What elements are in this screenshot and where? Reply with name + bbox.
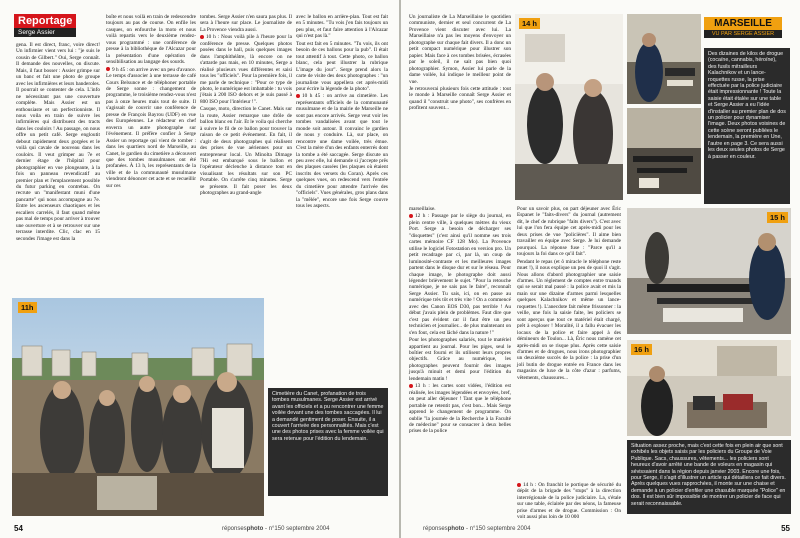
page-number: 55 [781, 524, 790, 533]
caption-text: Des dizaines de kilos de drogue (cocaïne, cannabis, héroïne), des fusils mitrailleurs Kalachnikov et un lance-roquettes russe, la prise effectuée par la police judiciaire était impressionnante ! Toute la saisie était étalée sur une table et Serge Assier a eu l'idée d'installer au premier plan de dos un policier pour dynamiser l'image. Deux photos voisines de cette scène seront publiées le lendemain, la première en Une, l'autre en page 3. Ce sera aussi les deux seules photos de Serge à passer en couleur. [708, 51, 786, 160]
paragraph: 13 h : les cartes sont vidées, l'édition est réalisée, les images légendées et envoyées, bref, on peut aller déjeuner ! Tant que le téléphone portable ne retentit pas, c'est bon... Mais Serge apprend le changement de programme. On oublie "la journée de la Recherche à la Faculté de médecine" pour se consacrer à deux belles prises de la police [409, 383, 511, 435]
bullet-dot-icon [409, 384, 413, 388]
rubric-title: Reportage [14, 14, 76, 28]
page-number: 54 [14, 524, 23, 533]
paragraph: tombes. Serge Assier n'en saura pas plus. Il sera à l'heure sur place. Le journaliste de La Provence viendra aussi. [200, 14, 292, 33]
paragraph: Je retrouverai plusieurs fois cette attitude : tout le monde à Marseille connaît Serge Assier et quand il "construit une photo", ses confrères en profitent souvent... [409, 85, 511, 112]
time-badge: 14 h [519, 18, 540, 29]
page-54 [0, 0, 399, 538]
footer: réponsesphoto - n°150 septembre 2004 [222, 526, 330, 532]
cemetery-scene-image [12, 298, 264, 516]
marseille-title: MARSEILLE [704, 17, 782, 30]
seizure-photo [627, 14, 701, 104]
marseille-tag [704, 17, 782, 38]
time-badge: 11h [18, 302, 37, 313]
article-column-3-end [517, 482, 621, 521]
seizure-detail-photo [627, 108, 701, 194]
paragraph: boîte et nous voilà en train de redescendre toujours au pas de course. On enfile les casques, on enfourche la moto et nous voilà repartis vers le deuxième rendez-vous programmé : une conférence de presse à la bibliothèque de l'Alcazar pour la présentation d'une opération de sensibilisation au langage des sourds. [106, 14, 196, 66]
bullet-dot-icon [200, 35, 204, 39]
time-badge: 15 h [767, 212, 788, 223]
page-55 [401, 0, 800, 538]
cemetery-photo [12, 298, 264, 516]
paragraph: Un journaliste de La Marseillaise le quotidien communiste, dernier et seul concurrent de La Provence vient discuter avec lui. La Marseillaise n'a pas les moyens d'envoyer un photographe sur chaque fait divers. Il a donc un petit compact numérique pour illustrer son papier. Mais face à ces tombes brisées, écrasées par le soleil, il ne sait pas bien quoi photographier. Symon, Assier lui parle de la dame voilée, lui indique le meilleur point de vue. [409, 14, 511, 85]
bottom-caption [627, 440, 791, 514]
paragraph: Pour les photographes salariés, tout le matériel appartient au journal. Pour les piges, seul le boîtier est fourni et ils utilisent leurs propres objectifs. Grâce au numérique, les photographes peuvent fournir des images jusqu'à minuit et demi pour l'édition du lendemain matin ! [409, 337, 511, 382]
press-room-image [515, 14, 623, 200]
weapons-image [627, 208, 791, 334]
paragraph: avec le ballon en arrière-plan. Tout est fait en 5 minutes. "Tu vois j'en fais toujours un peu plus, et faut faire attention à l'Alcazar qui n'est pas là." [296, 14, 388, 40]
paragraph: Pour un savoir plus, on part déjeuner avec Éric Espanet le "faits-divers" du journal (autrement dit, le chef de rubrique "faits divers"). C'est avec lui que l'on fera équipe cet après-midi pour les deux prises de vue "policières". Il aime bien travailler en équipe avec Serge. Je lui demande pourquoi. La réponse fuse : "Parce qu'il a toujours la foi dans ce qu'il fait". [517, 206, 621, 258]
rubric-tag [14, 14, 76, 37]
paragraph: Tout est fait en 5 minutes. "Tu vois, ils ont besoin de ces ballons pour la pub". Il était tout attentif à tout. Cette photo, ce ballon blanc, cela peut illustrer la rubrique L'image du jour". Serge prend alors la carte de visite des deux photographes : "un journaliste vous appellera cet après-midi pour écrire la légende de la photo". [296, 40, 388, 92]
caption-text: Situation assez proche, mais c'est cette fois en plein air que sont exhibés les objets saisis par les policiers du Groupe de Voie Publique. Sacs, chaussures, vêtements... les policiers sont heureux d'avoir arrêté une bande de voleurs en magasin qui sévissaient dans la région depuis janvier 2003. Encore une fois, pour Serge, il s'agit d'illustrer un article qui détaillera ce fait divers. Après quelques vues rapprochées, il monte sur une chaise et demande à un policier d'enfiler une chasuble marquée "Police" en dos. Il est bien sûr impossible de montrer un policier de face qui serait reconnaissable. [631, 443, 786, 507]
paragraph: 9 h 45 : on arrive avec un peu d'avance. Le temps d'associer à une terrasse de café Cours Belsunce et de téléphoner portable de Serge sonne : changement de programme, le troisième rendez-vous n'est pas à onze heures mais tout de suite. Il s'agissait de couvrir une conférence de presse de François Bayrou (UDF) en vue des Européennes. Le rédacteur en chef enverra un autre photographe sur l'événement. Il préfère confier à Serge Assier un reportage qui vient de tomber : dans les quartiers nord de Marseille, au Canet, le gardien du cimetière a découvert que des tombes musulmanes ont été profanées. À 13 h, les représentants de la ville et de la communauté musulmane viendront dénoncer cet acte et se recueillir sur ces [106, 66, 196, 189]
paragraph: 10 h 45 : on arrive au cimetière. Les représentants officiels de la communauté musulmane et de la mairie de Marseille ne sont pas encore arrivés. Serge veut voir les tombes vandalisées avant que tout le monde soit autour. Il convainc le gardien de nous y conduire. Là, sur place, on rencontre une dame voilée, très émue. C'est la mère d'un des enfants enterrés dont la tombe a été saccagée. Serge discute un peu avec elle, lui demande si j'accepte prês des plaques cassées (les plaques où étaient inscrits des versets du Coran). Après ces quelques vues, on redescend vers l'entrée du cimetière pour attendre l'arrivée des "officiels". Vues générales, gros plans dans la "mêlée", encore une fois Serge couvre tous les aspects. [296, 93, 388, 210]
article-column-3 [200, 14, 292, 294]
press-room-photo [515, 14, 623, 200]
paragraph: Pendant le repas (et ô miracle le téléphone reste muet !), il nous explique un peu de quoi il s'agit. Nous allons d'abord photographier une saisie d'armes. Un règlement de comptes entre truands qui se serait mal passé : la police avait et mis la main sur une dizaine d'armes parmi lesquelles quelques Kalachnikov et même un lance-roquettes !). L'anecdote fait même frissonner : la veille, une fois la saisie faite, les policiers se sont aperçus que tout ce matériel était chargé, prêt à exploser ! Moralité, il a fallu évacuer les locaux de la police et faire appel à des démineurs de Toulon... Là, Éric nous ramène cet après-midi on se risque plus. Après cette saisie d'armes et de drogues, nous irons photographier un deuxième succès de la police : la prise d'un joli butin de drogue entrée en France dans les magasins de luxe de la côte d'azur : parfums, vêtements, chaussures... [517, 258, 621, 381]
paragraph: Casque, moto, direction le Canet. Mais sur la route, Assier remarque une drôle de ballon blanc en l'air. Et le voila qui cherche à suivre le fil de ce ballon pour trouver la raison de ce petit événement. En fait, il s'agit de deux photographes qui réalisent des prises de vue aériennes pour un entrepreneur local. Un Minolta Dimage 7Hi est embarqué sous le ballon et l'opérateur déclenche à distance tout en visualisant les résultats sur son PC Portable. On s'arrête cinq minutes. Serge se présente. Il fait poser les deux photographes au grand-angle [200, 106, 292, 197]
marseille-subtitle: VU PAR SERGE ASSIER [704, 30, 782, 38]
seizure-image [627, 14, 701, 104]
article-column-3 [517, 206, 621, 482]
bullet-dot-icon [296, 94, 300, 98]
weapons-photo [627, 208, 791, 334]
paragraph: marseillaise. [409, 206, 436, 212]
article-column-2 [106, 14, 196, 294]
article-column-1 [409, 14, 511, 194]
time-badge: 16 h [631, 344, 652, 355]
rubric-author: Serge Assier [14, 28, 76, 37]
caption-text: Cimetière du Canet, profanation de trois tombes musulmanes. Serge Assier est arrivé avant les officiels et a pu rencontrer une femme voilée devant une des tombes saccagées. Il lui a demandé gentiment de poser. Ensuite, il a couvert l'arrivée des personnalités. Mais c'est une des photos prises avec la femme voilée qui sera retenue pour l'édition du lendemain. [272, 391, 384, 442]
paragraph: 10 h : Nous voilà pile à l'heure pour la conférence de presse. Quelques photos posées dans le hall, puis quelques images dans l'amphithéâtre, là encore on ne s'attarde pas mais, en 10 minutes, Serge a réalisé plusieurs vues différentes et saisi tous les "officiels". Pour la première fois, il me parle de technique : "Pour ce type de photo, le numérique est imbattable : tu vois j'étais à 200 ISO dehors et je suis passé à 800 ISO pour l'intérieur !". [200, 34, 292, 105]
paragraph: 14 h : On franchit le portique de sécurité du dépôt de la brigade des "stups" à la direction interrégionale de la police judiciaire. La, s'étale sur une table, éclairée par des néons, la fameuse prise d'armes et de drogue. Commission : On voit aussi plus loin de 10 000 [517, 482, 621, 521]
article-column-4 [296, 14, 388, 294]
bullet-dot-icon [517, 483, 521, 487]
bullet-dot-icon [106, 67, 110, 71]
bullet-dot-icon [409, 214, 413, 218]
footer: réponsesphoto - n°150 septembre 2004 [423, 526, 531, 532]
photo-caption [268, 388, 388, 496]
side-caption [704, 48, 790, 204]
seizure-detail-image [627, 108, 701, 194]
stolen-goods-photo [627, 340, 791, 436]
paragraph: 12 h : Passage par le siège du journal, en plein centre ville, à quelques mètres du vieux Port. Serge a besoin de décharger ses "disquettes" (c'est ainsi qu'il nomme ses trois cartes mémoire CF 128 Mo). La Provence utilise le logiciel Fotostation en version pro. Un petit recadrage par ci, par là, un coup de luminosité-contraste et les meilleures images partent dans le disque dur et sur le réseau. Pour chaque image, le photographe doit aussi légender brièvement le sujet. "Pour la retouche numérique, je ne sais pas le faire", reconnaît Serge Assier. Tu sais, ici, on en passe au numérique très tôt et très vite ! On a commencé avec des Canon EOS D30, pas terrible ! Au début j'avais plein de problèmes. Faut dire que c'est pas évident car il faut être un peu technicien et journalier... de plus maintenant on s'en fout, cela est lâché dans la nature !" [409, 213, 511, 336]
paragraph: gena. Il est direct, franc, voire direct! Un infirmier vient vers lui : "je suis le cousin de Gilbert." Oui, Serge connaît. Il demande des nouvelles, on discute. Mais, il faut bosser : Assier grimpe sur un banc et fait une photo de groupe avec les infirmières et leurs banderoles. Il pourrait se contenter de cela. L'info ne nécessitant pas une couverture complète. Mais Assier est un enthousiaste et un perfectionniste. Il nous voila en train de suivre les infirmières qui distribuent des tracts dans les couloirs ! Au passage, on nous offre un petit café. Serge engloutit debout rapidement deux gorgées et le voilà qui cavale de nouveau dans les couloirs. Il veut grimper au 7e et dernier étage de l'hôpital pour photographier en vue plongeante, à la fois un panneau revendicatif au premier plan et l'emplacement possible du futur parking en contrebas. On recrute un "manifestant muni d'une pancarte" qui nous accompagne au 7e. Entre les ascenseurs chaotiques et les escaliers carrelés, il faut quand même pas mal de temps pour arriver à trouver une ouverture et à se retrouver sur une terrasse interdite. Clic, clac en 15 secondes l'image est dans la [16, 42, 100, 242]
article-column-1 [16, 42, 100, 292]
article-column-2 [409, 206, 511, 514]
